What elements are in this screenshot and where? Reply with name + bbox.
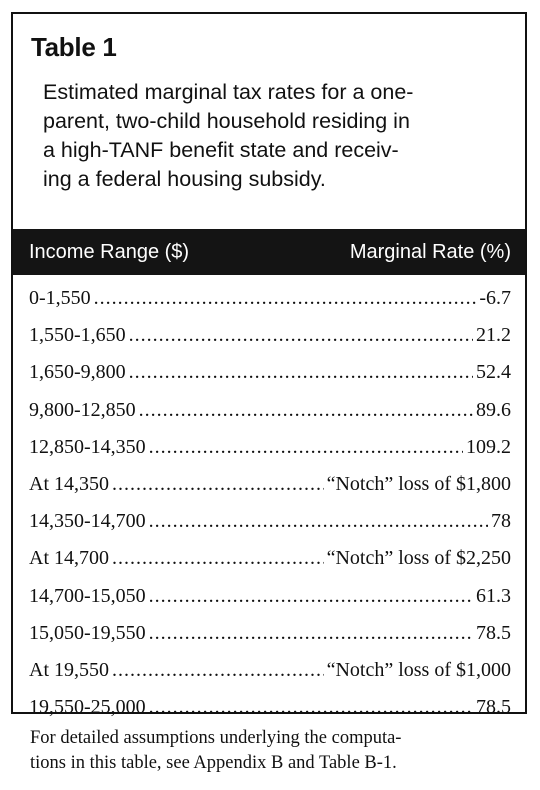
table-row [29,317,511,354]
table-body [13,280,525,726]
table-row [29,652,511,689]
dot-leader [149,585,473,608]
marginal-rate-cell: 109.2 [466,435,511,458]
marginal-rate-cell: 52.4 [476,361,511,384]
dot-leader [149,696,473,719]
table-label: Table 1 [31,32,117,62]
marginal-rate-cell: “Notch” loss of $1,000 [326,658,511,681]
marginal-rate-cell: 21.2 [476,324,511,347]
dot-leader [94,287,477,310]
dot-leader [149,436,463,459]
dot-leader [112,547,324,570]
table-row [29,578,511,615]
dot-leader [139,399,473,422]
table-row [29,466,511,503]
income-range-cell: 1,550-1,650 [29,324,126,347]
table-footnote: For detailed assumptions underlying the computa- tions in this table, see Appendix B and Table B-1. [30,728,402,773]
column-header-marginal-rate: Marginal Rate (%) [349,241,511,263]
dot-leader [149,622,473,645]
marginal-rate-cell: “Notch” loss of $2,250 [326,547,511,570]
marginal-rate-cell: 89.6 [476,398,511,421]
dot-leader [149,510,488,533]
marginal-rate-cell: 78 [491,510,511,533]
income-range-cell: 9,800-12,850 [29,398,136,421]
table-frame [11,12,527,719]
marginal-rate-cell: 61.3 [476,584,511,607]
marginal-rate-cell: -6.7 [479,287,511,310]
dot-leader [129,361,473,384]
income-range-cell: At 14,700 [29,547,109,570]
dot-leader [112,473,324,496]
marginal-rate-cell: 78.5 [476,621,511,644]
table-caption: Estimated marginal tax rates for a one- parent, two-child household residing in a high-TANF benefit state and receiv- ing a federal housing subsidy. [43,80,414,191]
table-row [29,354,511,391]
income-range-cell: At 19,550 [29,658,109,681]
income-range-cell: 1,650-9,800 [29,361,126,384]
income-range-cell: 15,050-19,550 [29,621,146,644]
income-range-cell: 19,550-25,000 [29,696,146,719]
column-header-income-range: Income Range ($) [29,241,190,263]
table-row [29,280,511,317]
table-header [13,229,525,275]
income-range-cell: 12,850-14,350 [29,435,146,458]
table-row [29,689,511,726]
marginal-rate-cell: “Notch” loss of $1,800 [326,473,511,496]
dot-leader [129,324,473,347]
marginal-rate-cell: 78.5 [476,696,511,719]
income-range-cell: 0-1,550 [29,287,91,310]
income-range-cell: 14,350-14,700 [29,510,146,533]
table-row [29,540,511,577]
income-range-cell: 14,700-15,050 [29,584,146,607]
table-row [29,615,511,652]
table-row [29,503,511,540]
table-row [29,392,511,429]
table-row [29,429,511,466]
income-range-cell: At 14,350 [29,473,109,496]
dot-leader [112,659,324,682]
